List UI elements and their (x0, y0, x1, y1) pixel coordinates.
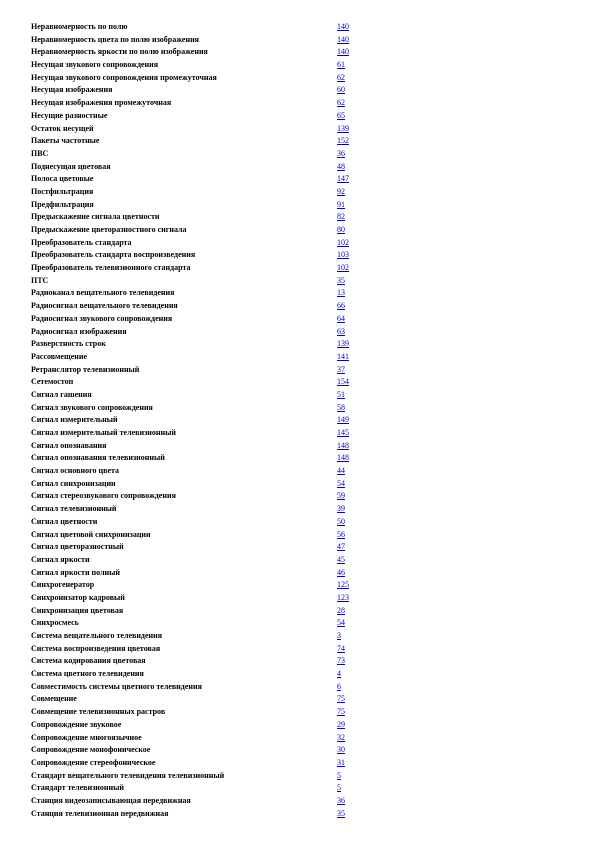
index-entry (31, 148, 361, 161)
index-entry (31, 59, 361, 72)
index-term: Полоса цветовые (31, 174, 94, 184)
index-page-link[interactable]: 148 (337, 440, 349, 450)
index-page-link[interactable]: 152 (337, 136, 349, 146)
index-entry (31, 490, 361, 503)
index-entry (31, 719, 361, 732)
index-term: Неравномерность цвета по полю изображения (31, 34, 200, 44)
index-page-link[interactable]: 102 (337, 263, 349, 273)
index-entry (31, 110, 361, 123)
index-entry (31, 617, 361, 630)
index-page-link[interactable]: 3 (337, 631, 341, 640)
index-page-link[interactable]: 51 (337, 389, 345, 399)
index-page-link[interactable]: 58 (337, 402, 345, 412)
index-page-link[interactable]: 148 (337, 453, 349, 463)
index-term: Сопровождение стереофоническое (31, 757, 156, 767)
index-term: ПВС (31, 148, 49, 158)
index-page-link[interactable]: 123 (337, 592, 349, 602)
index-page-link[interactable]: 36 (337, 795, 345, 805)
index-entry (31, 630, 361, 643)
index-page-link[interactable]: 149 (337, 415, 349, 425)
index-page-link[interactable]: 92 (337, 186, 345, 196)
index-entry (31, 681, 361, 694)
index-page-link[interactable]: 75 (337, 694, 345, 704)
index-entry (31, 135, 361, 148)
index-term: Сигнал цветовой синхронизации (31, 529, 151, 539)
index-term: Сигнал опознавания телевизионный (31, 453, 165, 463)
index-term: Поднесущая цветовая (31, 161, 111, 171)
index-term: Синхронизация цветовая (31, 605, 124, 615)
index-page-link[interactable]: 139 (337, 123, 349, 133)
index-entry (31, 364, 361, 377)
index-page-link[interactable]: 154 (337, 377, 349, 387)
index-page-link[interactable]: 4 (337, 669, 341, 679)
index-term: Сигнал яркости полный (31, 567, 121, 577)
index-entry (31, 262, 361, 275)
index-entry (31, 757, 361, 770)
index-page-link[interactable]: 35 (337, 808, 345, 818)
index-entry (31, 655, 361, 668)
index-term: Система воспроизведения цветовая (31, 643, 161, 653)
index-entry (31, 808, 361, 821)
index-page-link[interactable]: 103 (337, 250, 349, 260)
index-page-link[interactable]: 140 (337, 34, 349, 44)
index-page-link[interactable]: 56 (337, 529, 345, 539)
index-term: Станция видеозаписывающая передвижная (31, 795, 191, 805)
index-term: Сопровождение многоязычное (31, 732, 142, 742)
index-term: Несущая изображения (31, 85, 113, 95)
index-term: Радиосигнал звукового сопровождения (31, 313, 173, 323)
index-page-link[interactable]: 28 (337, 605, 345, 615)
index-term: ПТС (31, 275, 49, 285)
index-page-link[interactable]: 59 (337, 491, 345, 501)
index-term: Несущие разностные (31, 110, 108, 120)
index-term: Преобразователь стандарта (31, 237, 132, 247)
index-term: Стандарт вещательного телевидения телевизионный (31, 770, 225, 780)
index-entry (31, 161, 361, 174)
index-entry (31, 592, 361, 605)
index-term: Несущая звукового сопровождения промежуточная (31, 72, 217, 82)
index-page-link[interactable]: 39 (337, 504, 345, 514)
index-page-link[interactable]: 54 (337, 618, 345, 628)
index-entry (31, 72, 361, 85)
index-entry (31, 541, 361, 554)
index-entry (31, 46, 361, 59)
index-term: Система цветного телевидения (31, 669, 144, 679)
index-page-link[interactable]: 140 (337, 47, 349, 57)
index-entry (31, 300, 361, 313)
index-entry (31, 567, 361, 580)
index-entry (31, 287, 361, 300)
index-term: Несущая изображения промежуточная (31, 98, 172, 108)
index-page-link[interactable]: 44 (337, 466, 345, 476)
index-term: Синхронизатор кадровый (31, 592, 125, 602)
index-page-link[interactable]: 50 (337, 516, 345, 526)
index-term: Рассовмещение (31, 351, 88, 361)
index-term: Сигнал измерительный (31, 415, 118, 425)
index-entry (31, 173, 361, 186)
index-page-link[interactable]: 62 (337, 72, 345, 82)
index-page-link[interactable]: 37 (337, 364, 345, 374)
index-page-link[interactable]: 46 (337, 567, 345, 577)
index-page-link[interactable]: 13 (337, 288, 345, 298)
index-term: Сигнал стереозвукового сопровождения (31, 491, 176, 501)
index-term: Сигнал телевизионный (31, 504, 117, 514)
index-term: Предыскажение сигнала цветности (31, 212, 160, 222)
index-entry (31, 84, 361, 97)
index-term: Система кодирования цветовая (31, 656, 146, 666)
index-entry (31, 554, 361, 567)
index-entry (31, 744, 361, 757)
index-page-link[interactable]: 30 (337, 745, 345, 755)
index-term: Радиосигнал вещательного телевидения (31, 301, 178, 311)
index-term: Сигнал цветности (31, 516, 98, 526)
index-term: Сигнал опознавания (31, 440, 107, 450)
index-entry (31, 211, 361, 224)
index-entry (31, 34, 361, 47)
index-term: Предфильтрация (31, 199, 94, 209)
index-page-link[interactable]: 31 (337, 757, 345, 767)
index-term: Пакеты частотные (31, 136, 100, 146)
index-term: Преобразователь телевизионного стандарта (31, 263, 191, 273)
index-term: Остаток несущей (31, 123, 94, 133)
index-entry (31, 427, 361, 440)
index-term: Сопровождение звуковое (31, 719, 122, 729)
index-entry (31, 579, 361, 592)
index-page-link[interactable]: 147 (337, 174, 349, 184)
index-entry (31, 782, 361, 795)
index-term: Сигнал яркости (31, 554, 90, 564)
index-page-link[interactable]: 29 (337, 719, 345, 729)
index-entry (31, 529, 361, 542)
index-entry (31, 21, 361, 34)
index-entry (31, 440, 361, 453)
index-page-link[interactable]: 74 (337, 643, 345, 653)
index-entry (31, 478, 361, 491)
index-term: Сетемостоп (31, 377, 74, 387)
index-page-link[interactable]: 35 (337, 275, 345, 285)
index-entry (31, 516, 361, 529)
index-entry (31, 693, 361, 706)
index-entry (31, 465, 361, 478)
index-term: Сигнал гашения (31, 389, 92, 399)
index-page-link[interactable]: 141 (337, 351, 349, 361)
index-term: Совмещение (31, 694, 77, 704)
index-entry (31, 123, 361, 136)
index-page-link[interactable]: 65 (337, 110, 345, 120)
index-page-link[interactable]: 5 (337, 783, 341, 793)
index-term: Сигнал основного цвета (31, 466, 120, 476)
index-term: Синхросмесь (31, 618, 79, 628)
index-page-link[interactable]: 6 (337, 681, 341, 691)
index-term: Преобразователь стандарта воспроизведения (31, 250, 196, 260)
index-page-link[interactable]: 36 (337, 148, 345, 158)
index-page-link[interactable]: 140 (337, 22, 349, 31)
index-term: Сигнал звукового сопровождения (31, 402, 153, 412)
index-entry (31, 706, 361, 719)
index-page-link[interactable]: 139 (337, 339, 349, 349)
index-term: Сигнал синхронизации (31, 478, 116, 488)
index-page-link[interactable]: 80 (337, 225, 345, 234)
index-term: Станция телевизионная передвижная (31, 808, 169, 818)
index-page-link[interactable]: 5 (337, 770, 341, 780)
index-page-link[interactable]: 75 (337, 707, 345, 717)
index-entry (31, 668, 361, 681)
index-entry (31, 503, 361, 516)
index-term: Ретранслятор телевизионный (31, 364, 140, 374)
index-entry (31, 97, 361, 110)
index-term: Неравномерность по полю (31, 22, 128, 31)
index-page-link[interactable]: 54 (337, 478, 345, 488)
index-entry (31, 186, 361, 199)
index-page-link[interactable]: 82 (337, 212, 345, 222)
index-term: Несущая звукового сопровождения (31, 60, 159, 70)
index-page-link[interactable]: 60 (337, 85, 345, 95)
index-page-link[interactable]: 32 (337, 732, 345, 742)
index-entry (31, 389, 361, 402)
index-term: Сигнал измерительный телевизионный (31, 428, 176, 437)
index-term: Радиосигнал изображения (31, 326, 127, 336)
index-page-link[interactable]: 47 (337, 542, 345, 552)
index-entry (31, 414, 361, 427)
index-term: Радиоканал вещательного телевидения (31, 288, 175, 298)
index-entry (31, 326, 361, 339)
index-entry (31, 275, 361, 288)
index-entry (31, 402, 361, 415)
index-list (31, 21, 361, 820)
index-term: Стандарт телевизионный (31, 783, 124, 793)
index-page-link[interactable]: 102 (337, 237, 349, 247)
index-page-link[interactable]: 62 (337, 98, 345, 108)
index-term: Совместимость системы цветного телевидения (31, 681, 202, 691)
index-entry (31, 249, 361, 262)
index-page-link[interactable]: 64 (337, 313, 345, 323)
index-page-link[interactable]: 45 (337, 554, 345, 564)
index-entry (31, 376, 361, 389)
index-term: Сигнал цветоразностный (31, 542, 124, 552)
index-page-link[interactable]: 66 (337, 301, 345, 311)
index-entry (31, 770, 361, 783)
index-page-link[interactable]: 63 (337, 326, 345, 336)
index-term: Сопровождение монофоническое (31, 745, 151, 755)
index-page-link[interactable]: 61 (337, 60, 345, 70)
index-entry (31, 313, 361, 326)
index-entry (31, 338, 361, 351)
index-term: Синхрогенератор (31, 580, 95, 590)
index-entry (31, 605, 361, 618)
index-page-link[interactable]: 48 (337, 161, 345, 171)
index-page-link[interactable]: 91 (337, 199, 345, 209)
index-entry (31, 351, 361, 364)
index-entry (31, 732, 361, 745)
index-entry (31, 199, 361, 212)
index-term: Неравномерность яркости по полю изображения (31, 47, 208, 57)
index-page-link[interactable]: 125 (337, 580, 349, 590)
index-entry (31, 452, 361, 465)
index-term: Система вещательного телевидения (31, 631, 163, 640)
index-term: Предыскажение цветоразностного сигнала (31, 225, 187, 234)
index-term: Разверстность строк (31, 339, 106, 349)
index-page-link[interactable]: 145 (337, 428, 349, 437)
index-page-link[interactable]: 73 (337, 656, 345, 666)
index-entry (31, 795, 361, 808)
index-entry (31, 237, 361, 250)
index-entry (31, 224, 361, 237)
index-term: Постфильтрация (31, 186, 94, 196)
index-entry (31, 643, 361, 656)
index-term: Совмещение телевизионных растров (31, 707, 166, 717)
